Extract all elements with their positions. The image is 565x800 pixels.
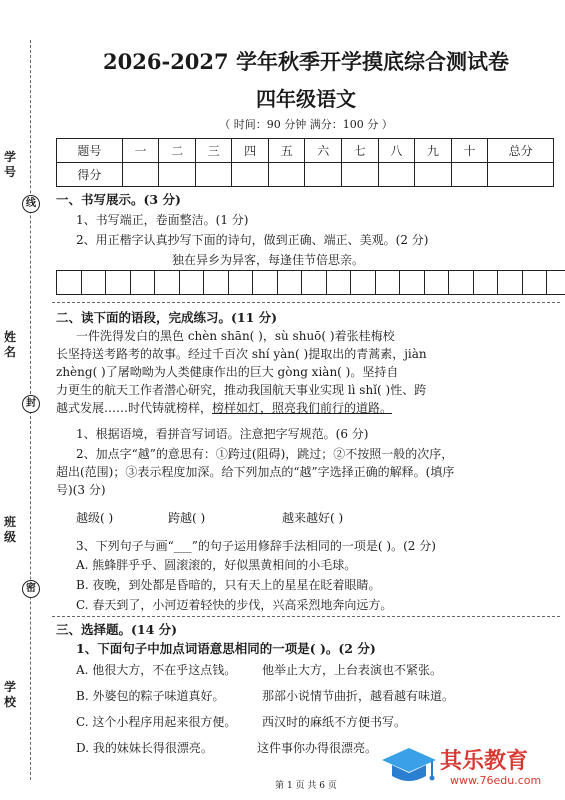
exam-title: 2026-2027 学年秋季开学摸底综合测试卷	[103, 49, 509, 74]
passage-line-text: 越式发展……时代铸就榜样，	[56, 401, 213, 415]
score-cell[interactable]	[488, 163, 554, 187]
choice-a-right: 他举止大方，上台表演也不紧张。	[262, 663, 443, 677]
choice-d-left: D. 我的妹妹长得很漂亮。	[76, 741, 213, 755]
score-header-cell: 八	[378, 139, 415, 163]
score-header-cell: 七	[342, 139, 379, 163]
page-footer: 第 1 页 共 6 页	[275, 781, 337, 791]
score-header-cell: 总分	[488, 139, 554, 163]
margin-label-class: 班级	[4, 515, 17, 544]
score-cell[interactable]	[122, 163, 159, 187]
score-value-row	[57, 163, 554, 187]
score-header-cell: 二	[159, 139, 196, 163]
exam-subtitle: 四年级语文	[256, 87, 356, 111]
brand-logo	[380, 740, 560, 792]
seal-seal: 封	[22, 395, 40, 413]
passage-line: 一件洗得发白的黑色 chèn shān( )，sù shuō( )着张桂梅校	[76, 329, 395, 343]
score-cell[interactable]	[268, 163, 305, 187]
section2-q2-line: 2、加点字“越”的意思有：①跨过(阻碍)，跳过；②不按照一般的次序，	[76, 447, 454, 461]
score-header-cell: 九	[415, 139, 452, 163]
score-cell[interactable]	[232, 163, 269, 187]
exam-meta: （ 时间：90 分钟 满分：100 分 ）	[219, 118, 393, 131]
score-header-cell: 十	[451, 139, 488, 163]
brand-url: www.76edu.com	[450, 774, 542, 787]
section3-heading: 三、选择题。(14 分)	[56, 622, 178, 637]
section-divider	[52, 616, 560, 617]
margin-label-name: 姓名	[4, 330, 17, 359]
section-divider	[52, 302, 560, 303]
choice-c: C. 春天到了，小河迈着轻快的步伐，兴高采烈地奔向远方。	[76, 598, 393, 612]
score-cell[interactable]	[159, 163, 196, 187]
score-cell[interactable]	[415, 163, 452, 187]
section1-poem: 独在异乡为异客，每逢佳节倍思亲。	[172, 253, 365, 267]
passage-line: 长坚持送考路考的故事。经过千百次 shí yàn( )提取出的青蒿素，jiàn	[56, 347, 427, 361]
seal-line: 线	[22, 195, 40, 213]
choice-c-right: 西汉时的麻纸不方便书写。	[262, 715, 407, 729]
section1-q2: 2、用正楷字认真抄写下面的诗句，做到正确、端正、美观。(2 分)	[76, 233, 429, 247]
section2-q2-line: 号)(3 分)	[56, 483, 106, 497]
option-yuelaiyuehao: 越来越好( )	[282, 511, 344, 525]
section2-q2-line: 超出(范围)；③表示程度加深。给下列加点的“越”字选择正确的解释。(填序	[56, 465, 455, 479]
choice-d-right: 这件事你办得很漂亮。	[257, 741, 378, 755]
margin-label-student-id: 学号	[4, 150, 17, 179]
choice-c-left: C. 这个小程序用起来很方便。	[76, 715, 237, 729]
score-cell[interactable]	[451, 163, 488, 187]
score-header-cell: 五	[268, 139, 305, 163]
section2-q3: 3、下列句子与画“___”的句子运用修辞手法相同的一项是( )。(2 分)	[76, 539, 436, 553]
score-header-cell: 题号	[57, 139, 123, 163]
score-cell[interactable]	[195, 163, 232, 187]
graduation-cap-icon	[380, 742, 438, 790]
score-table	[56, 138, 554, 187]
section2-heading: 二、读下面的语段，完成练习。(11 分)	[56, 310, 278, 325]
score-header-row	[57, 139, 554, 163]
choice-b-left: B. 外婆包的粽子味道真好。	[76, 689, 225, 703]
passage-line: zhèng( )了屠呦呦为人类健康作出的巨大 gòng xiàn( )。坚持自	[56, 365, 399, 379]
writing-grid[interactable]	[56, 270, 565, 295]
passage-line	[56, 400, 556, 416]
section2-q1: 1、根据语境，看拼音写词语。注意把字写规范。(6 分)	[76, 427, 369, 441]
margin-label-school: 学校	[4, 680, 17, 709]
score-header-cell: 六	[305, 139, 342, 163]
score-header-cell: 一	[122, 139, 159, 163]
underlined-sentence: 榜样如灯，照亮我们前行的道路。	[212, 401, 393, 415]
passage-line: 力更生的航天工作者潜心研究，推动我国航天事业实现 lì shǐ( )性、跨	[56, 383, 427, 397]
binding-margin	[0, 0, 48, 800]
section3-q1: 1、下面句子中加点词语意思相同的一项是( )。(2 分)	[76, 641, 376, 656]
option-yueji: 越级( )	[76, 511, 114, 525]
choice-a: A. 熊蜂胖乎乎、圆滚滚的，好似黑黄相间的小毛球。	[76, 558, 357, 572]
seal-secret: 密	[22, 580, 40, 598]
choice-b: B. 夜晚，到处都是昏暗的，只有天上的星星在眨着眼睛。	[76, 578, 381, 592]
section1-heading: 一、书写展示。(3 分)	[56, 192, 181, 207]
score-cell[interactable]	[305, 163, 342, 187]
section1-q1: 1、书写端正，卷面整洁。(1 分)	[76, 213, 249, 227]
score-row-label: 得分	[57, 163, 123, 187]
choice-a-left: A. 他很大方，不在乎这点钱。	[76, 663, 237, 677]
score-header-cell: 四	[232, 139, 269, 163]
score-cell[interactable]	[378, 163, 415, 187]
score-cell[interactable]	[342, 163, 379, 187]
option-kuayue: 跨越( )	[168, 511, 206, 525]
choice-b-right: 那部小说情节曲折，越看越有味道。	[262, 689, 455, 703]
score-header-cell: 三	[195, 139, 232, 163]
brand-name: 其乐教育	[440, 749, 529, 774]
